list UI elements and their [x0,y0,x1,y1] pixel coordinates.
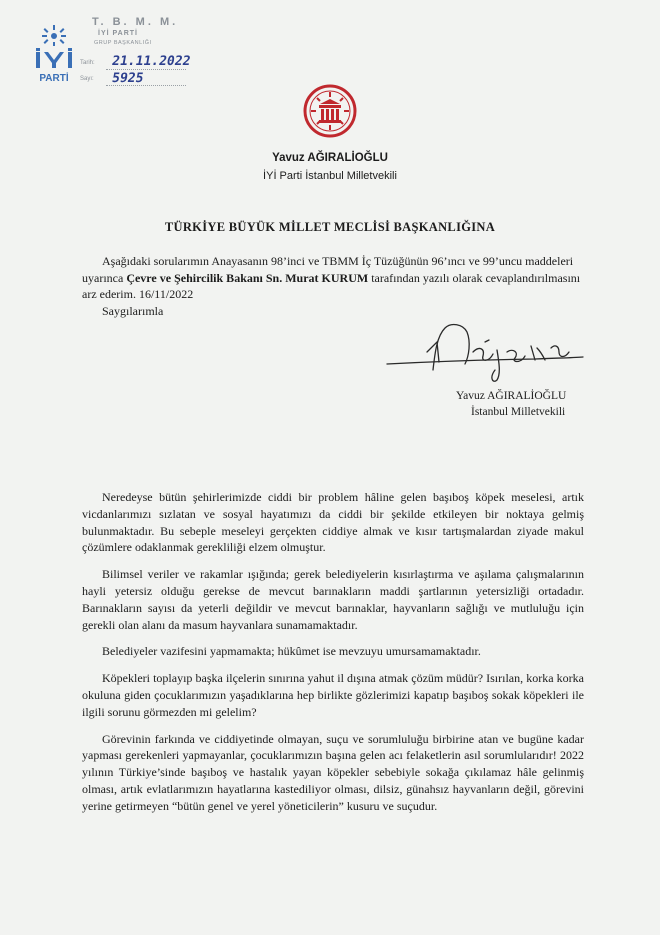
signature-title: İstanbul Milletvekili [471,406,566,418]
sender-name: Yavuz AĞIRALİOĞLU [272,152,388,164]
intro-text-after: tarafından yazılı olarak cevaplandırılmasını arz ederim. 16/11/2022 [82,270,581,301]
stamp-office: GRUP BAŞKANLIĞI [94,40,152,46]
body-paragraph-5: Görevinin farkında ve ciddiyetinde olmayan, suçu ve sorumluluğu birbirine atan ve bugüne kadar yapması gerekenleri yapmayanlar, çocuklarımızın başına gelen acı felaketlerin asıl sorumlularıdır! 2022 yılının Türkiye’sinde başıboş ve hastalık yayan köpekler sebebiyle sokağa çıkılamaz hâle gelinmiş olması, artık evlatlarımızın hayatlarına kastediliyor olması, dilsiz, günahsız hayvanların değil, görevini yerine getirmeyen “bütün genel ve yerel yöneticilerin” kusuru ve suçudur. [82,731,584,813]
incoming-stamp [80,16,192,90]
body-paragraph-4: Köpekleri toplayıp başka ilçelerin sınırına yahut il dışına atmak çözüm müdür? Isırılan, korka korka okuluna giden çocuklarımızın yaşadıklarına hep birlikte gözlerimizi kapatıp başıboş sokak köpekleri ile ilgili sorunu görmezden mi gelelim? [82,671,584,719]
document-heading: TÜRKİYE BÜYÜK MİLLET MECLİSİ BAŞKANLIĞINA [164,220,496,234]
intro-text-before: Aşağıdaki sorularımın Anayasanın 98’inci ve TBMM İç Tüzüğünün 96’ıncı ve 99’uncu maddeleri uyarınca [82,254,574,285]
intro-section [82,253,584,319]
body-paragraph-1: Neredeyse bütün şehirlerimizde ciddi bir problem hâline gelen başıboş köpek meselesi, artık vicdanlarımızı sızlatan ve sosyal hayatımızı da ciddi bir şekilde etkileyen bir noktaya gelmiş bulunmaktadır. Bu sebeple meseleyi gerçekten ciddiye almak ve kısır tartışmalardan ziyade makul çözümlere odaklanmak gerekliliği elzem olmuştur. [82,490,584,555]
regards-text: Saygılarımla [102,303,164,318]
handwritten-signature [385,322,585,384]
stamp-party: İYİ PARTİ [98,30,138,37]
body-paragraph-3: Belediyeler vazifesini yapmamakta; hükûmet ise mevzuyu umursamamaktadır. [102,644,481,659]
minister-name: Çevre ve Şehircilik Bakanı Sn. Murat KURUM [126,270,369,285]
stamp-date-label: Tarih: [80,60,95,66]
stamp-number-value: 5925 [110,71,145,86]
iyi-parti-logo [30,22,78,88]
body-text [82,489,584,825]
svg-text:PARTİ: PARTİ [39,73,69,84]
intro-paragraph [82,253,584,303]
signature-name: Yavuz AĞIRALİOĞLU [456,390,567,402]
stamp-number-label: Sayı: [80,76,94,82]
body-paragraph-2: Bilimsel veriler ve rakamlar ışığında; gerek belediyelerin kısırlaştırma ve aşılama çalışmalarının hayli yetersiz olduğu gerekse de mevcut barınakların maddi şartlarının yetersizliği ortadadır. Barınakların sayısı da yeterli değildir ve mevcut barınaklar, hayvanların sağlığı ve mutluluğu için gerekli olan alanı da masum hayvanlara sunamamaktadır. [82,567,584,632]
stamp-date-value: 21.11.2022 [110,54,192,69]
tbmm-emblem-icon [303,84,357,138]
sender-title: İYİ Parti İstanbul Milletvekili [263,170,397,182]
stamp-institution: T. B. M. M. [92,16,179,28]
